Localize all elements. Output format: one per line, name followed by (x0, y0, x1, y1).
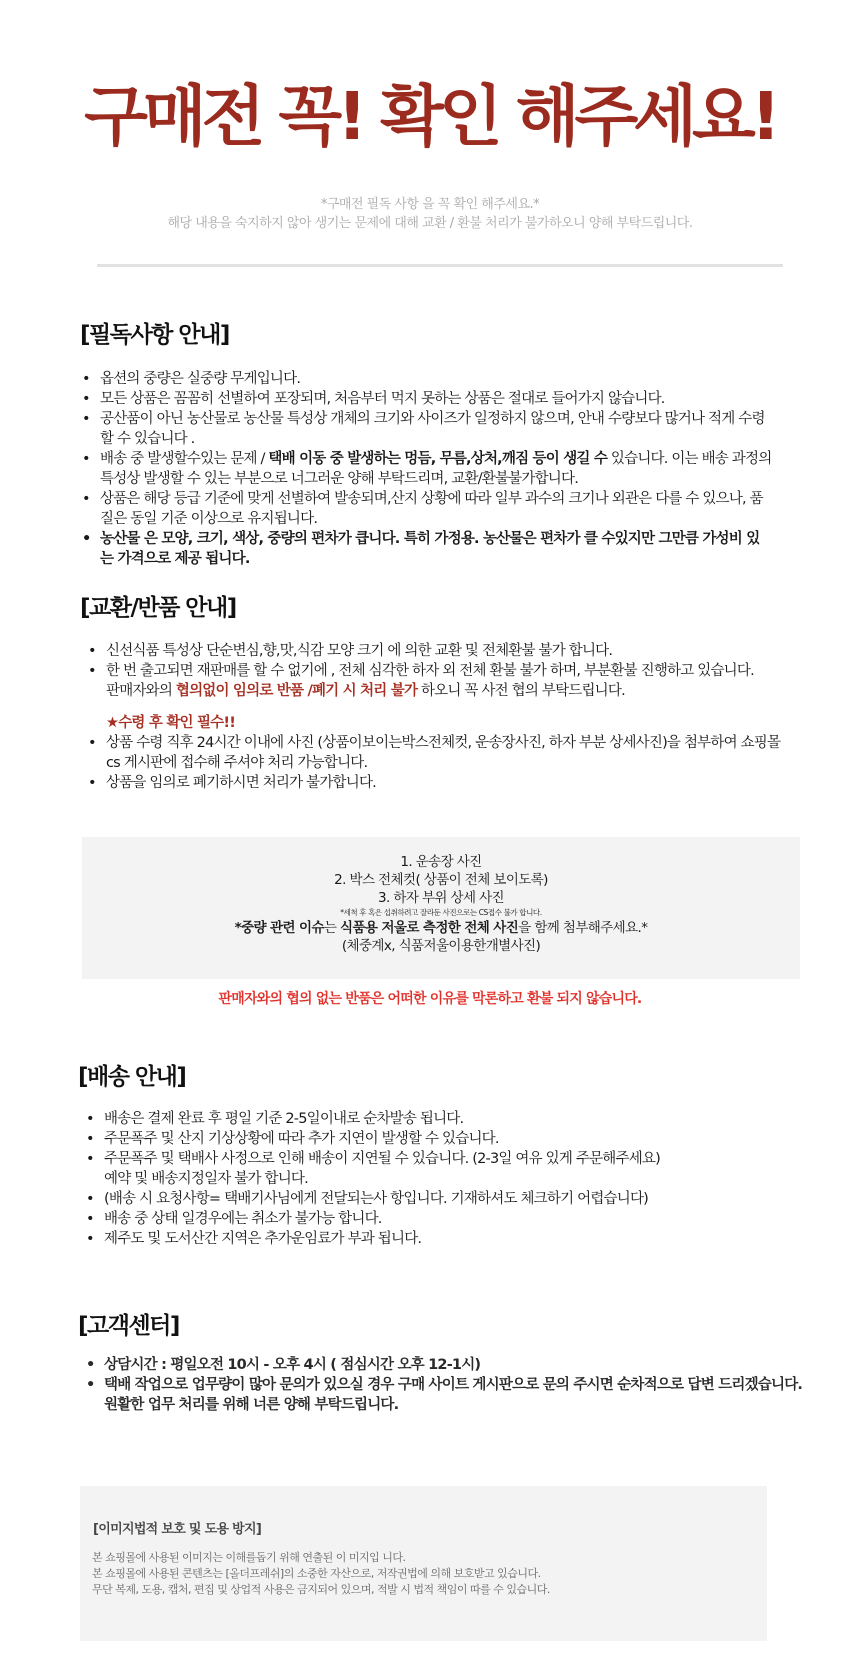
refund-warning: 판매자와의 협의 없는 반품은 어떠한 이유를 막론하고 환불 되지 않습니다. (218, 991, 642, 1007)
text-part: 하오니 꼭 사전 협의 부탁드립니다. (417, 683, 625, 699)
list-item (88, 681, 788, 701)
photo-guide-box (82, 837, 800, 979)
copyright-line: 본 쇼핑몰에 사용된 이미지는 이해를돕기 위해 연출된 이 미지입 니다. (92, 1551, 406, 1564)
text-part: 을 함께 첨부해주세요.* (518, 920, 648, 936)
photo-guide-scale-note: (체중계x, 식품저울이용한개별사진) (341, 938, 541, 954)
must-check-label: ★수령 후 확인 필수!! (106, 715, 236, 731)
list-item: 원활한 업무 처리를 위해 너른 양해 부탁드립니다. (104, 1397, 399, 1413)
text-part: 는 (323, 920, 341, 936)
photo-guide-weight-line (82, 919, 800, 937)
list-item: • 택배 작업으로 업무량이 많아 문의가 있으실 경우 구매 사이트 게시판으로 문의 주시면 순차적으로 답변 드리겠습니다. (86, 1375, 816, 1395)
text-part-bold: *중량 관련 이슈 (234, 920, 324, 936)
list-item: • 배송은 결제 완료 후 평일 기준 2-5일이내로 순차발송 됩니다. (86, 1109, 786, 1129)
list-item: • 주문폭주 및 산지 기상상황에 따라 추가 지연이 발생할 수 있습니다. (86, 1129, 786, 1149)
list-item: • 상품 수령 직후 24시간 이내에 사진 (상품이보이는박스전체컷, 운송장사진, 하자 부분 상세사진)을 첨부하여 쇼핑몰 cs 게시판에 접수해 주셔야 처리 가능합니다. (88, 733, 788, 773)
spacer (88, 701, 788, 713)
list-item: • 주문폭주 및 택배사 사정으로 인해 배송이 지연될 수 있습니다. (2-3일 여유 있게 주문해주세요) (86, 1149, 786, 1169)
text-part-bold: 식품용 저울로 측정한 전체 사진 (340, 920, 519, 936)
text-part: 배송 중 발생할수있는 문제 / (100, 451, 269, 467)
list-item (82, 449, 772, 489)
copyright-title: [이미지법적 보호 및 도용 방지] (93, 1522, 262, 1537)
list-item: • 배송 중 상태 일경우에는 취소가 불가능 합니다. (86, 1209, 786, 1229)
intro-line-2: 해당 내용을 숙지하지 않아 생기는 문제에 대해 교환 / 환불 처리가 불가하오니 양해 부탁드립니다. (167, 216, 693, 231)
list-item: 예약 및 배송지정일자 불가 합니다. (104, 1171, 308, 1187)
intro-line-1: *구매전 필독 사항 을 꼭 확인 해주세요.* (320, 197, 540, 212)
divider (97, 264, 783, 267)
list-item: • 옵션의 중량은 실중량 무게입니다. (82, 369, 772, 389)
text-part-bold: 택배 이동 중 발생하는 멍듬, 무름,상처,깨짐 등이 생길 수 (268, 451, 608, 467)
list-item: • 제주도 및 도서산간 지역은 추가운임료가 부과 됩니다. (86, 1229, 786, 1249)
photo-guide-small-note: *세척 후 혹은 섭취하려고 잘라둔 사진으로는 CS접수 불가 합니다. (340, 908, 542, 917)
cs-list (86, 1355, 816, 1415)
list-item: • (배송 시 요청사항= 택배기사님에게 전달되는사 항입니다. 기재하셔도 체크하기 어렵습니다) (86, 1189, 786, 1209)
hero-title: 구매전 꼭! 확인 해주세요! (84, 78, 776, 155)
text-part-red: 협의없이 임의로 반품 /폐기 시 처리 불가 (175, 683, 418, 699)
exchange-title: [교환/반품 안내] (80, 595, 236, 621)
notice-list (82, 369, 772, 569)
list-item: • 모든 상품은 꼼꼼히 선별하여 포장되며, 처음부터 먹지 못하는 상품은 절대로 들어가지 않습니다. (82, 389, 772, 409)
exchange-list (88, 641, 788, 793)
shipping-list (86, 1109, 786, 1249)
text-part: 판매자와의 (106, 683, 176, 699)
list-item: • 한 번 출고되면 재판매를 할 수 없기에 , 전체 심각한 하자 외 전체 환불 불가 하며, 부분환불 진행하고 있습니다. (88, 661, 788, 681)
cs-title: [고객센터] (78, 1313, 179, 1339)
list-item: • 공산품이 아닌 농산물로 농산물 특성상 개체의 크기와 사이즈가 일정하지 않으며, 안내 수량보다 많거나 적게 수령할 수 있습니다 . (82, 409, 772, 449)
photo-guide-line: 3. 하자 부위 상세 사진 (378, 890, 504, 906)
photo-guide-line: 1. 운송장 사진 (400, 854, 482, 870)
shipping-title: [배송 안내] (78, 1064, 186, 1090)
list-item: • 농산물 은 모양, 크기, 색상, 중량의 편차가 큽니다. 특히 가정용. 농산물은 편차가 클 수있지만 그만큼 가성비 있는 가격으로 제공 됩니다. (82, 529, 772, 569)
list-item: • 신선식품 특성상 단순변심,향,맛,식감 모양 크기 에 의한 교환 및 전체환불 불가 합니다. (88, 641, 788, 661)
list-item: • 상담시간 : 평일오전 10시 - 오후 4시 ( 점심시간 오후 12-1시) (86, 1355, 816, 1375)
copyright-line: 무단 복제, 도용, 캡처, 편집 및 상업적 사용은 금지되어 있으며, 적발 시 법적 책임이 따를 수 있습니다. (92, 1583, 550, 1596)
text-part: 있습니다. 이는 배송 과정의 특성상 발생할 수 있는 부분으로 너그러운 양해 부탁드리며, 교환/환불불가합니다. (100, 451, 772, 487)
copyright-text (92, 1550, 550, 1598)
notice-title: [필독사항 안내] (80, 322, 229, 348)
list-item: • 상품은 해당 등급 기준에 맞게 선별하여 발송되며,산지 상황에 따라 일부 과수의 크기나 외관은 다를 수 있으나, 품질은 동일 기준 이상으로 유지됩니다. (82, 489, 772, 529)
list-item: • 상품을 임의로 폐기하시면 처리가 불가합니다. (88, 773, 788, 793)
copyright-line: 본 쇼핑몰에 사용된 콘텐츠는 [올더프레쉬]의 소중한 자산으로, 저작권법에 의해 보호받고 있습니다. (92, 1567, 541, 1580)
photo-guide-line: 2. 박스 전체컷( 상품이 전체 보이도록) (334, 872, 548, 888)
